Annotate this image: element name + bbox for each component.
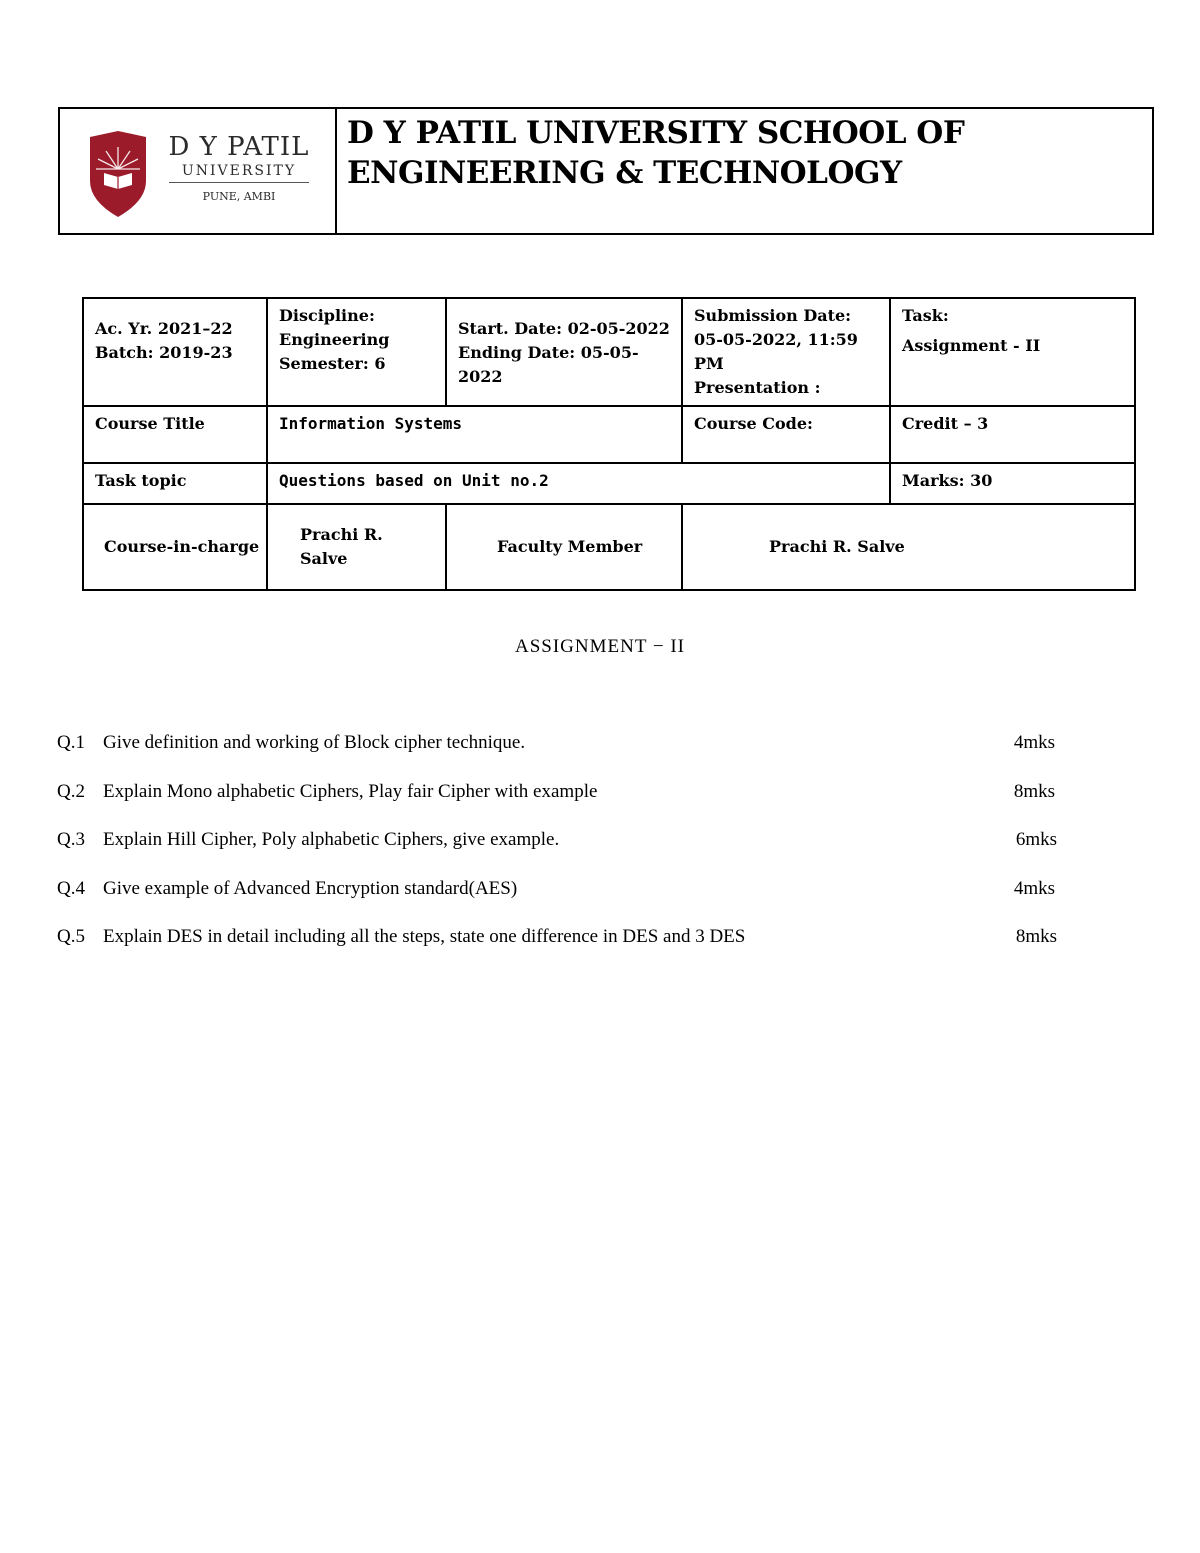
logo-divider [169, 182, 309, 183]
batch: Batch: 2019-23 [95, 343, 233, 362]
faculty-label: Faculty Member [446, 504, 682, 590]
question-text: Explain Hill Cipher, Poly alphabetic Ciphers, give example. [103, 829, 560, 850]
course-title-value: Information Systems [267, 406, 682, 463]
dates-cell [446, 298, 682, 406]
discipline-cell [267, 298, 446, 406]
question-marks: 6mks [1015, 829, 1057, 850]
ending-date: Ending Date: 05-05-2022 [458, 343, 639, 386]
credit: Credit – 3 [890, 406, 1135, 463]
faculty-value: Prachi R. Salve [682, 504, 1135, 590]
question-number: Q.2 [57, 780, 85, 802]
task-value: Assignment - II [902, 336, 1041, 355]
submission-cell [682, 298, 890, 406]
assignment-heading: ASSIGNMENT − II [515, 636, 685, 657]
shield-logo-icon [86, 129, 150, 219]
university-logo [60, 109, 337, 233]
list-item [57, 829, 1067, 878]
presentation-label: Presentation : [694, 378, 821, 397]
list-item [57, 781, 1067, 830]
start-date: Start. Date: 02-05-2022 [458, 319, 670, 338]
question-list [57, 732, 1067, 975]
list-item [57, 878, 1067, 927]
question-marks: 4mks [1013, 732, 1055, 753]
submission-value: 05-05-2022, 11:59 PM [694, 330, 858, 373]
year-batch-cell [83, 298, 267, 406]
institution-header [58, 107, 1154, 235]
marks: Marks: 30 [890, 463, 1135, 504]
task-label: Task: [902, 306, 949, 325]
logo-city: PUNE, AMBI [202, 190, 276, 203]
task-topic-value: Questions based on Unit no.2 [267, 463, 890, 504]
semester: Semester: 6 [279, 354, 386, 373]
list-item [57, 926, 1067, 975]
logo-university: UNIVERSITY [181, 163, 297, 179]
title-line-1: D Y PATIL UNIVERSITY SCHOOL OF [347, 115, 965, 151]
submission-label: Submission Date: [694, 306, 852, 325]
discipline-label: Discipline: [279, 306, 375, 325]
course-in-charge-label: Course-in-charge [83, 504, 267, 590]
task-cell [890, 298, 1135, 406]
discipline-value: Engineering [279, 330, 390, 349]
question-text: Explain Mono alphabetic Ciphers, Play fair Cipher with example [103, 780, 598, 802]
question-marks: 8mks [1015, 926, 1057, 947]
table-row [83, 298, 1135, 406]
course-info-table [82, 297, 1136, 591]
course-in-charge-value: Prachi R. Salve [267, 504, 446, 590]
institution-title [337, 109, 1152, 233]
question-text: Explain DES in detail including all the steps, state one difference in DES and 3 DES [103, 926, 746, 947]
question-number: Q.3 [57, 829, 85, 850]
question-number: Q.1 [57, 732, 85, 753]
title-line-2: ENGINEERING & TECHNOLOGY [347, 155, 902, 191]
question-marks: 8mks [1013, 780, 1055, 802]
question-text: Give definition and working of Block cipher technique. [103, 732, 526, 753]
task-topic-label: Task topic [83, 463, 267, 504]
table-row [83, 504, 1135, 590]
academic-year: Ac. Yr. 2021–22 [95, 319, 233, 338]
logo-name: D Y PATIL [168, 132, 310, 162]
question-marks: 4mks [1013, 877, 1055, 899]
table-row [83, 406, 1135, 463]
course-code-label: Course Code: [682, 406, 890, 463]
list-item [57, 732, 1067, 781]
question-number: Q.5 [57, 926, 85, 947]
table-row [83, 463, 1135, 504]
question-number: Q.4 [57, 877, 85, 899]
question-text: Give example of Advanced Encryption standard(AES) [103, 877, 518, 899]
course-title-label: Course Title [83, 406, 267, 463]
